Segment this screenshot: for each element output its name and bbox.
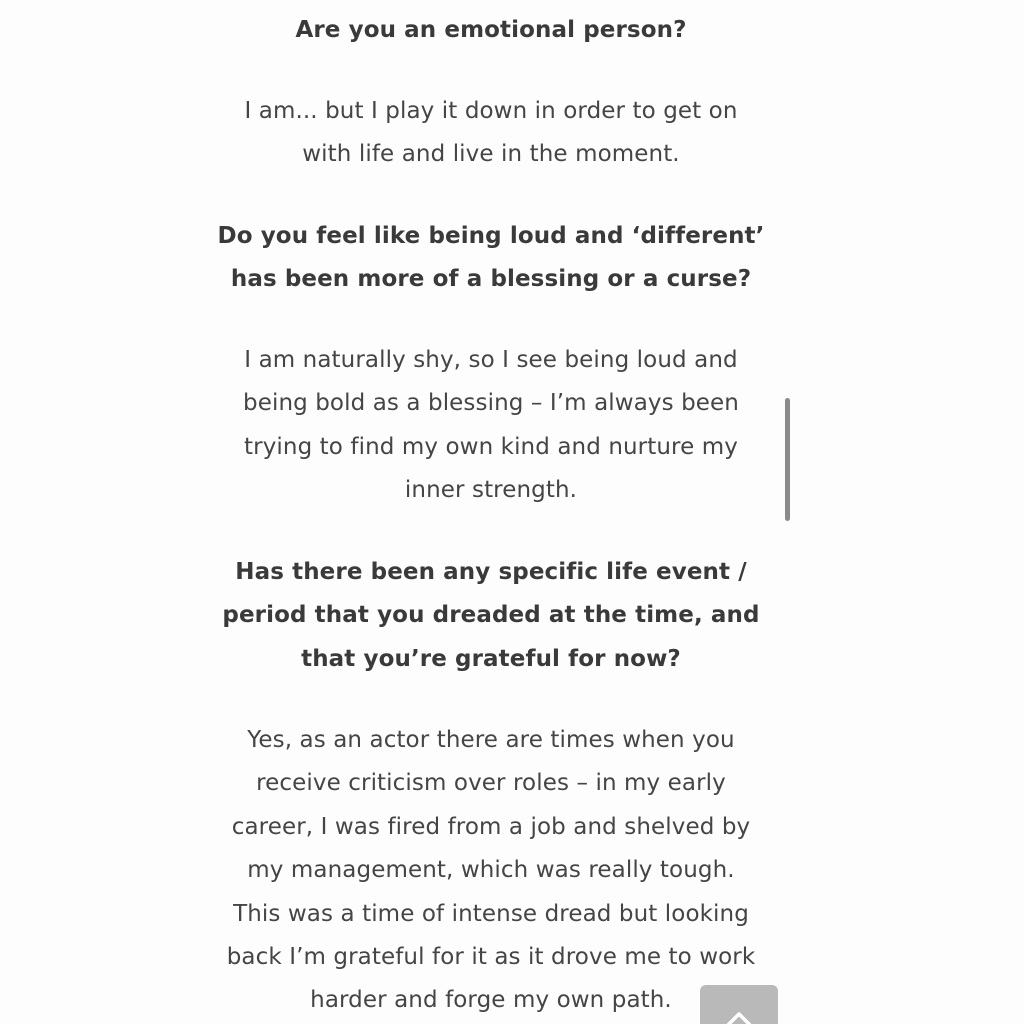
answer-line: career, I was fired from a job and shelved by (231, 813, 751, 840)
answer-line: inner strength. (404, 477, 578, 504)
question-2 (0, 215, 982, 302)
answer-line: harder and forge my own path. (310, 987, 672, 1014)
question-line: Are you an emotional person? (295, 17, 687, 43)
scrollbar-thumb[interactable] (785, 398, 790, 521)
answer-line: I am... but I play it down in order to get on (244, 98, 738, 124)
answer-3 (0, 719, 982, 1023)
chevron-up-icon (726, 1011, 752, 1024)
question-line: period that you dreaded at the time, and (222, 602, 760, 629)
question-line: has been more of a blessing or a curse? (230, 266, 752, 293)
question-line: Has there been any specific life event / (235, 559, 747, 585)
answer-line: trying to find my own kind and nurture my (244, 433, 738, 460)
answer-1 (0, 90, 982, 177)
answer-line: back I’m grateful for it as it drove me to work (226, 944, 756, 971)
answer-line: my management, which was really tough. (247, 857, 735, 884)
question-line: that you’re grateful for now? (301, 645, 681, 672)
answer-2 (0, 339, 982, 513)
answer-line: This was a time of intense dread but looking (233, 900, 749, 927)
answer-line: Yes, as an actor there are times when you (247, 727, 735, 753)
question-line: Do you feel like being loud and ‘different’ (217, 223, 765, 249)
answer-line: with life and live in the moment. (302, 141, 680, 168)
answer-line: being bold as a blessing – I’m always been (243, 390, 739, 417)
answer-line: receive criticism over roles – in my early (256, 770, 726, 797)
question-1 (0, 9, 982, 52)
back-to-top-button[interactable] (700, 985, 778, 1024)
answer-line: I am naturally shy, so I see being loud and (244, 347, 738, 373)
question-3 (0, 551, 982, 681)
